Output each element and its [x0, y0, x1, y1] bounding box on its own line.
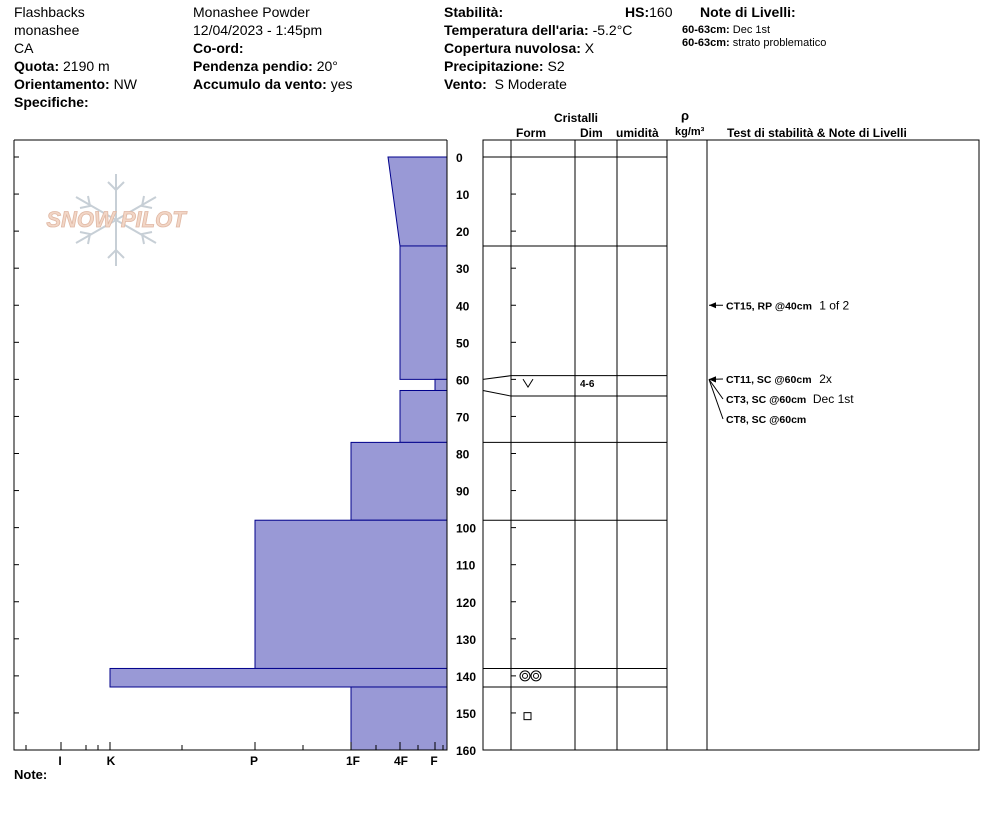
depth-tick-label: 160: [456, 744, 477, 758]
test-label: CT15, RP @40cm: [726, 300, 812, 313]
layer-boundary-connector: [483, 376, 511, 380]
layer-notes-title: Note di Livelli:: [700, 4, 796, 20]
test-note: Dec 1st: [812, 392, 854, 406]
depth-tick-label: 150: [456, 706, 477, 721]
rho-header: ρ: [681, 108, 690, 123]
precip-value: S2: [547, 58, 565, 74]
air-temp-label: Temperatura dell'aria:: [444, 22, 589, 38]
depth-tick-label: 90: [456, 484, 470, 499]
hardness-layer: [400, 246, 447, 379]
test-note: 1 of 2: [819, 298, 850, 313]
hardness-layer: [388, 157, 447, 246]
coords-label: Co-ord:: [193, 40, 244, 56]
site-name: Monashee Powder: [193, 4, 310, 20]
slope-label: Pendenza pendio:: [193, 58, 313, 74]
hs-label: HS:: [625, 4, 650, 20]
specifics-label: Specifiche:: [14, 94, 89, 110]
hardness-layer: [255, 520, 447, 668]
depth-tick-label: 60: [456, 373, 470, 388]
layer-table-frame: [483, 140, 979, 750]
depth-tick-label: 70: [456, 410, 470, 425]
hardness-layer: [435, 379, 447, 390]
stability-label: Stabilità:: [444, 4, 504, 20]
test-label: CT8, SC @60cm: [726, 414, 807, 426]
elevation-label: Quota:: [14, 58, 60, 74]
aspect-value: NW: [113, 76, 137, 92]
depth-tick-label: 80: [456, 447, 470, 462]
form-header: Form: [516, 126, 546, 140]
wind-value: S Moderate: [494, 76, 567, 92]
depth-tick-label: 20: [456, 225, 470, 240]
aspect-label: Orientamento:: [14, 76, 110, 92]
test-leader: [709, 379, 723, 419]
depth-tick-label: 50: [456, 336, 470, 351]
wind-loading-label: Accumulo da vento:: [193, 76, 327, 92]
surface-hoar-icon: [523, 379, 533, 387]
observer-name: Flashbacks: [14, 4, 85, 20]
hardness-label: K: [106, 754, 116, 768]
crystals-header: Cristalli: [554, 111, 599, 125]
hardness-layer: [400, 390, 447, 442]
grain-size: 4-6: [580, 379, 595, 391]
precip-label: Precipitazione:: [444, 58, 544, 74]
layer-note-range: 60-63cm:: [682, 37, 730, 49]
hardness-label: F: [430, 754, 438, 768]
depth-tick-label: 30: [456, 262, 470, 277]
hardness-label: I: [58, 754, 62, 768]
melt-forms-icon: [531, 671, 541, 681]
hardness-label: 4F: [393, 754, 409, 768]
slope-value: 20°: [316, 58, 338, 74]
wind-label: Vento:: [444, 76, 487, 92]
country: CA: [14, 40, 34, 56]
depth-tick-label: 40: [456, 299, 470, 314]
layer-boundary-connector: [483, 390, 511, 396]
faceted-icon: [524, 713, 531, 720]
hardness-layer: [351, 687, 447, 750]
test-note: 2x: [819, 372, 832, 386]
cloud-label: Copertura nuvolosa:: [444, 40, 581, 56]
datetime: 12/04/2023 - 1:45pm: [193, 22, 323, 38]
hardness-label: 1F: [345, 754, 361, 768]
depth-tick-label: 10: [456, 188, 470, 203]
layer-note-text: strato problematico: [732, 37, 827, 49]
wind-loading-value: yes: [330, 76, 353, 92]
depth-tick-label: 100: [456, 521, 477, 536]
depth-tick-label: 130: [456, 632, 477, 647]
hardness-layer: [110, 668, 447, 687]
density-unit-header: kg/m³: [675, 126, 705, 138]
cloud-value: X: [584, 40, 595, 56]
depth-tick-label: 110: [456, 558, 476, 573]
melt-forms-icon: [520, 671, 530, 681]
note-label: Note:: [14, 767, 48, 782]
layer-note-range: 60-63cm:: [682, 24, 730, 36]
depth-tick-label: 0: [456, 151, 463, 165]
elevation-value: 2190 m: [63, 58, 110, 74]
hs-value: 160: [649, 4, 673, 20]
tests-header: Test di stabilità & Note di Livelli: [727, 126, 907, 140]
melt-forms-icon: [523, 673, 528, 678]
hardness-label: P: [249, 754, 259, 768]
air-temp-value: -5.2°C: [592, 22, 633, 38]
moisture-header: umidità: [616, 126, 659, 140]
melt-forms-icon: [534, 673, 539, 678]
layer-note-text: Dec 1st: [732, 24, 771, 36]
location-name: monashee: [14, 22, 80, 38]
test-label: CT11, SC @60cm: [726, 374, 812, 386]
depth-tick-label: 140: [456, 669, 477, 684]
test-label: CT3, SC @60cm: [726, 394, 807, 406]
logo-text: SNOW PILOT: [46, 207, 186, 232]
depth-tick-label: 120: [456, 595, 477, 610]
test-arrowhead: [709, 302, 716, 308]
hardness-layer: [351, 442, 447, 520]
size-header: Dim: [580, 126, 603, 140]
